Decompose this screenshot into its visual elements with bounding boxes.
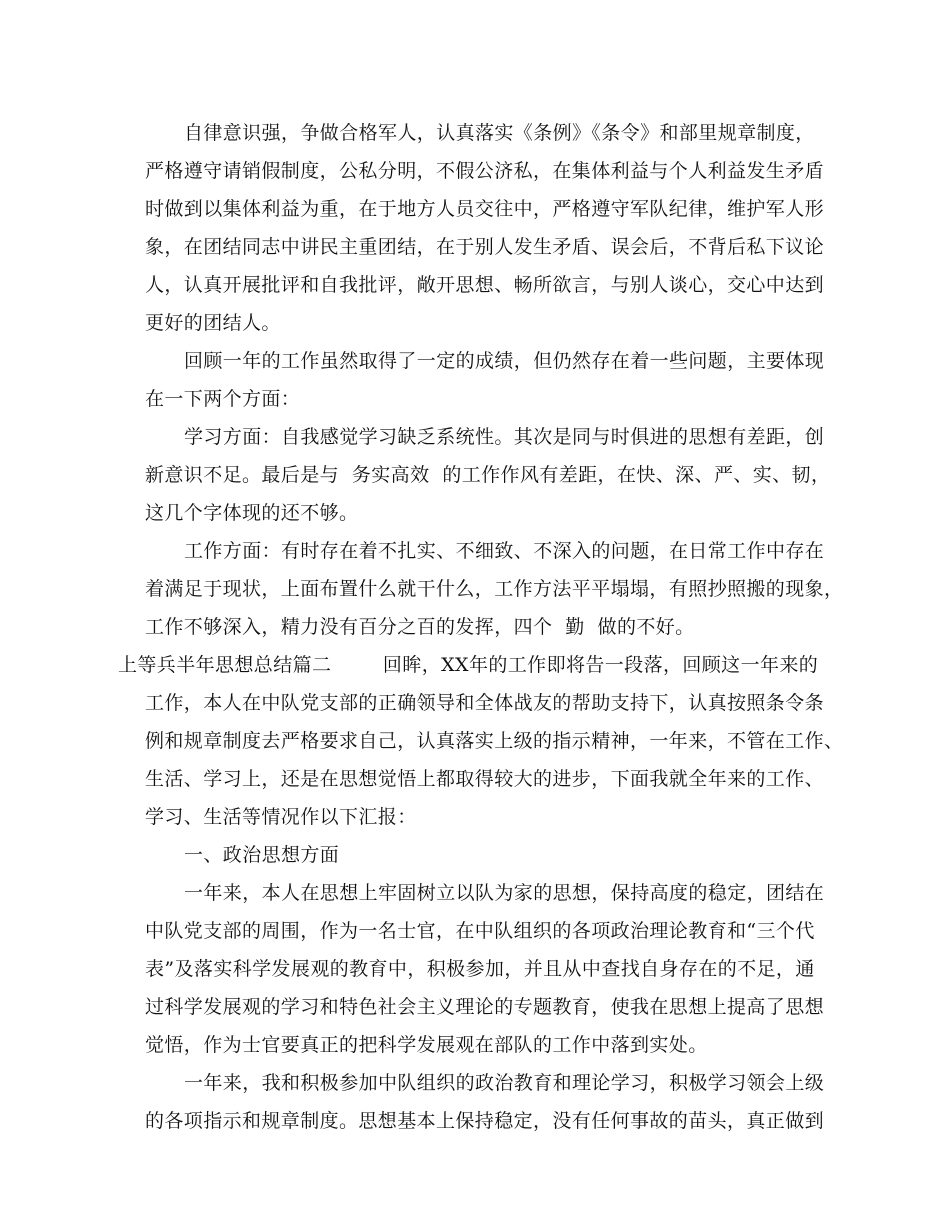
text-line-11: 这几个字体现的还不够。 <box>145 502 359 524</box>
text-line-27: 的各项指示和规章制度。思想基本上保持稳定，没有任何事故的苗头，真正做到 <box>145 1110 825 1132</box>
text-line-25: 觉悟，作为士官要真正的把科学发展观在部队的工作中落到实处。 <box>145 1034 708 1056</box>
text-line-2: 严格遵守请销假制度，公私分明，不假公济私，在集体利益与个人利益发生矛盾 <box>145 160 825 182</box>
text-line-8: 在一下两个方面： <box>145 388 301 410</box>
text-line-22: 中队党支部的周围，作为一名士官，在中队组织的各项政治理论教育和“三个代 <box>145 920 815 942</box>
section-heading: 一、政治思想方面 <box>184 844 340 866</box>
text-line-1: 自律意识强，争做合格军人，认真落实《条例》《条令》和部里规章制度， <box>184 122 815 144</box>
text-line-14: 工作不够深入，精力没有百分之百的发挥，四个 勤 做的不好。 <box>145 616 695 638</box>
text-line-6: 更好的团结人。 <box>145 312 281 334</box>
text-line-17: 例和规章制度去严格要求自己，认真落实上级的指示精神，一年来，不管在工作、 <box>145 730 844 752</box>
text-line-15: 上等兵半年思想总结篇二 回眸，XX年的工作即将告一段落，回顾这一年来的 <box>118 654 819 676</box>
text-line-21: 一年来，本人在思想上牢固树立以队为家的思想，保持高度的稳定，团结在 <box>184 882 825 904</box>
text-line-16: 工作，本人在中队党支部的正确领导和全体战友的帮助支持下，认真按照条令条 <box>145 692 825 714</box>
text-line-12: 工作方面：有时存在着不扎实、不细致、不深入的问题，在日常工作中存在 <box>184 540 825 562</box>
text-line-7: 回顾一年的工作虽然取得了一定的成绩，但仍然存在着一些问题，主要体现 <box>184 350 825 372</box>
text-line-19: 学习、生活等情况作以下汇报： <box>145 806 417 828</box>
text-line-5: 人，认真开展批评和自我批评，敞开思想、畅所欲言，与别人谈心，交心中达到 <box>145 274 825 296</box>
text-line-18: 生活、学习上，还是在思想觉悟上都取得较大的进步，下面我就全年来的工作、 <box>145 768 825 790</box>
text-line-24: 过科学发展观的学习和特色社会主义理论的专题教育，使我在思想上提高了思想 <box>145 996 825 1018</box>
text-line-9: 学习方面：自我感觉学习缺乏系统性。其次是同与时俱进的思想有差距，创 <box>184 426 825 448</box>
text-line-26: 一年来，我和积极参加中队组织的政治教育和理论学习，积极学习领会上级 <box>184 1072 825 1094</box>
text-line-23: 表”及落实科学发展观的教育中，积极参加，并且从中查找自身存在的不足，通 <box>145 958 815 980</box>
text-line-3: 时做到以集体利益为重，在于地方人员交往中，严格遵守军队纪律，维护军人形 <box>145 198 825 220</box>
text-line-10: 新意识不足。最后是与 务实高效 的工作作风有差距，在快、深、严、实、韧， <box>145 464 831 486</box>
text-line-13: 着满足于现状，上面布置什么就干什么，工作方法平平塌塌，有照抄照搬的现象， <box>145 578 844 600</box>
text-line-4: 象，在团结同志中讲民主重团结，在于别人发生矛盾、误会后，不背后私下议论 <box>145 236 825 258</box>
